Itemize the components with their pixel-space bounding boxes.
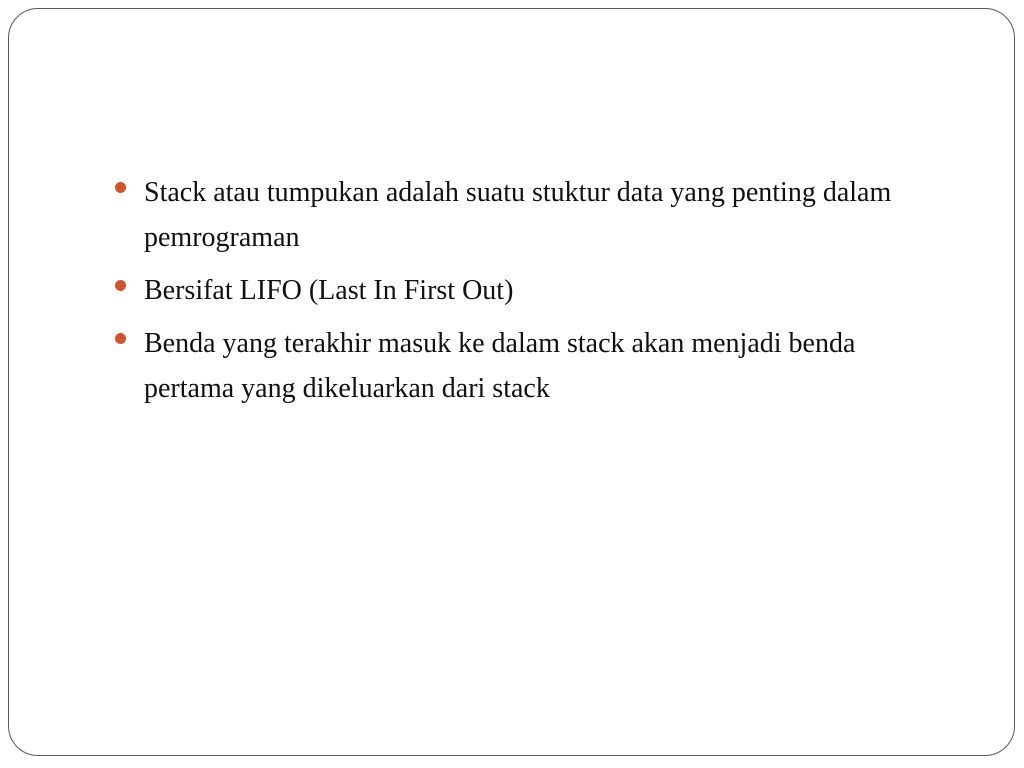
bullet-text: Bersifat LIFO (Last In First Out) xyxy=(144,275,514,306)
bullet-dot-icon xyxy=(115,333,126,344)
bullet-item xyxy=(112,170,952,260)
bullet-text: Benda yang terakhir masuk ke dalam stack akan menjadi benda pertama yang dikeluarkan dari stack xyxy=(144,328,856,404)
bullet-list xyxy=(112,170,952,419)
bullet-item xyxy=(112,268,952,313)
bullet-dot-icon xyxy=(115,182,126,193)
bullet-item xyxy=(112,321,952,411)
bullet-text: Stack atau tumpukan adalah suatu stuktur data yang penting dalam pemrograman xyxy=(144,177,892,253)
bullet-dot-icon xyxy=(115,280,126,291)
